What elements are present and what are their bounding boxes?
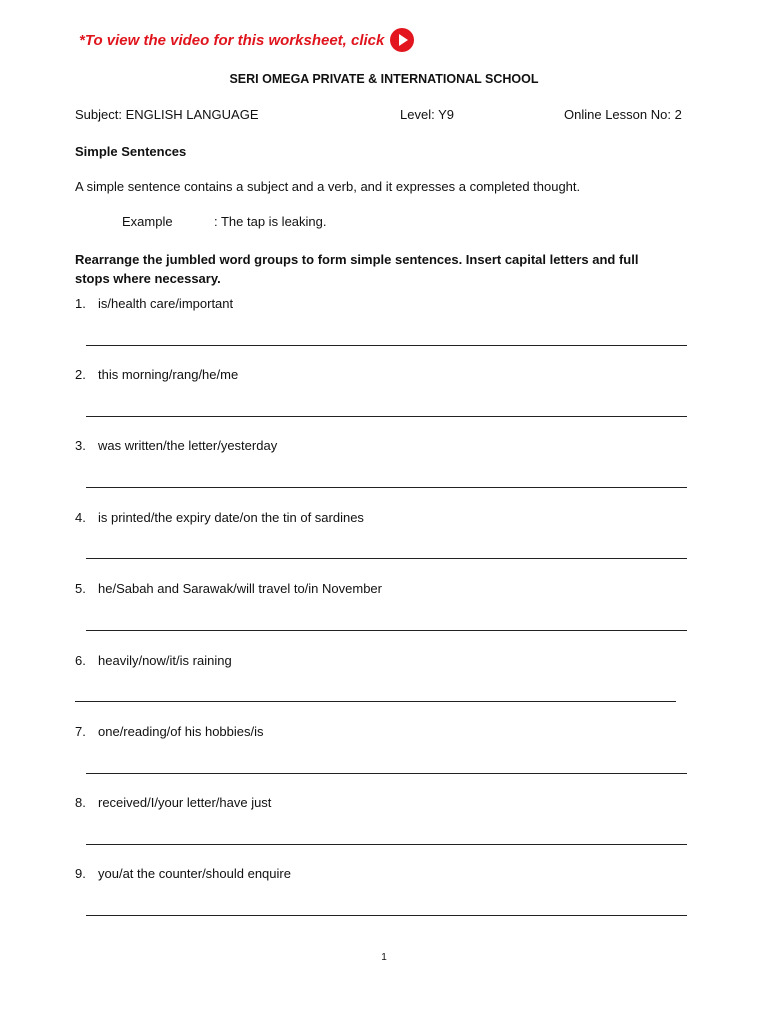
- question-text: you/at the counter/should enquire: [98, 866, 291, 881]
- question-number: 8.: [75, 795, 86, 810]
- question-item: [75, 724, 264, 739]
- question-number: 3.: [75, 438, 86, 453]
- answer-line[interactable]: [86, 844, 687, 845]
- section-title: Simple Sentences: [75, 144, 187, 159]
- question-item: [75, 653, 232, 668]
- answer-line[interactable]: [86, 630, 687, 631]
- question-item: [75, 795, 271, 810]
- question-text: heavily/now/it/is raining: [98, 653, 232, 668]
- question-item: [75, 866, 291, 881]
- question-number: 4.: [75, 510, 86, 525]
- example-label: Example: [122, 214, 173, 229]
- definition-text: A simple sentence contains a subject and a verb, and it expresses a completed thought.: [75, 179, 581, 194]
- instructions: Rearrange the jumbled word groups to form simple sentences. Insert capital letters and full stops where necessary.: [75, 252, 639, 286]
- level-label: Level: Y9: [400, 107, 454, 122]
- question-text: this morning/rang/he/me: [98, 367, 239, 382]
- example-text: : The tap is leaking.: [214, 214, 327, 229]
- question-item: [75, 296, 233, 311]
- question-text: received/I/your letter/have just: [98, 795, 272, 810]
- question-number: 9.: [75, 866, 86, 881]
- question-item: [75, 510, 364, 525]
- question-item: [75, 581, 382, 596]
- answer-line[interactable]: [75, 701, 676, 702]
- question-text: is printed/the expiry date/on the tin of sardines: [98, 510, 364, 525]
- question-text: is/health care/important: [98, 296, 234, 311]
- question-number: 5.: [75, 581, 86, 596]
- answer-line[interactable]: [86, 915, 687, 916]
- answer-line[interactable]: [86, 558, 687, 559]
- question-number: 2.: [75, 367, 86, 382]
- video-link-text[interactable]: *To view the video for this worksheet, click: [79, 31, 385, 49]
- answer-line[interactable]: [86, 487, 687, 488]
- question-number: 7.: [75, 724, 86, 739]
- play-icon[interactable]: [390, 28, 414, 52]
- answer-line[interactable]: [86, 416, 687, 417]
- page-number: 1: [381, 952, 387, 963]
- question-number: 6.: [75, 653, 86, 668]
- question-text: one/reading/of his hobbies/is: [98, 724, 264, 739]
- question-number: 1.: [75, 296, 86, 311]
- question-text: he/Sabah and Sarawak/will travel to/in November: [98, 581, 382, 596]
- question-item: [75, 438, 277, 453]
- subject-label: Subject: ENGLISH LANGUAGE: [75, 107, 259, 122]
- answer-line[interactable]: [86, 773, 687, 774]
- video-link[interactable]: [79, 29, 414, 51]
- question-text: was written/the letter/yesterday: [98, 438, 278, 453]
- school-name: SERI OMEGA PRIVATE & INTERNATIONAL SCHOOL: [229, 72, 539, 86]
- answer-line[interactable]: [86, 345, 687, 346]
- lesson-number: Online Lesson No: 2: [564, 107, 682, 122]
- question-item: [75, 367, 238, 382]
